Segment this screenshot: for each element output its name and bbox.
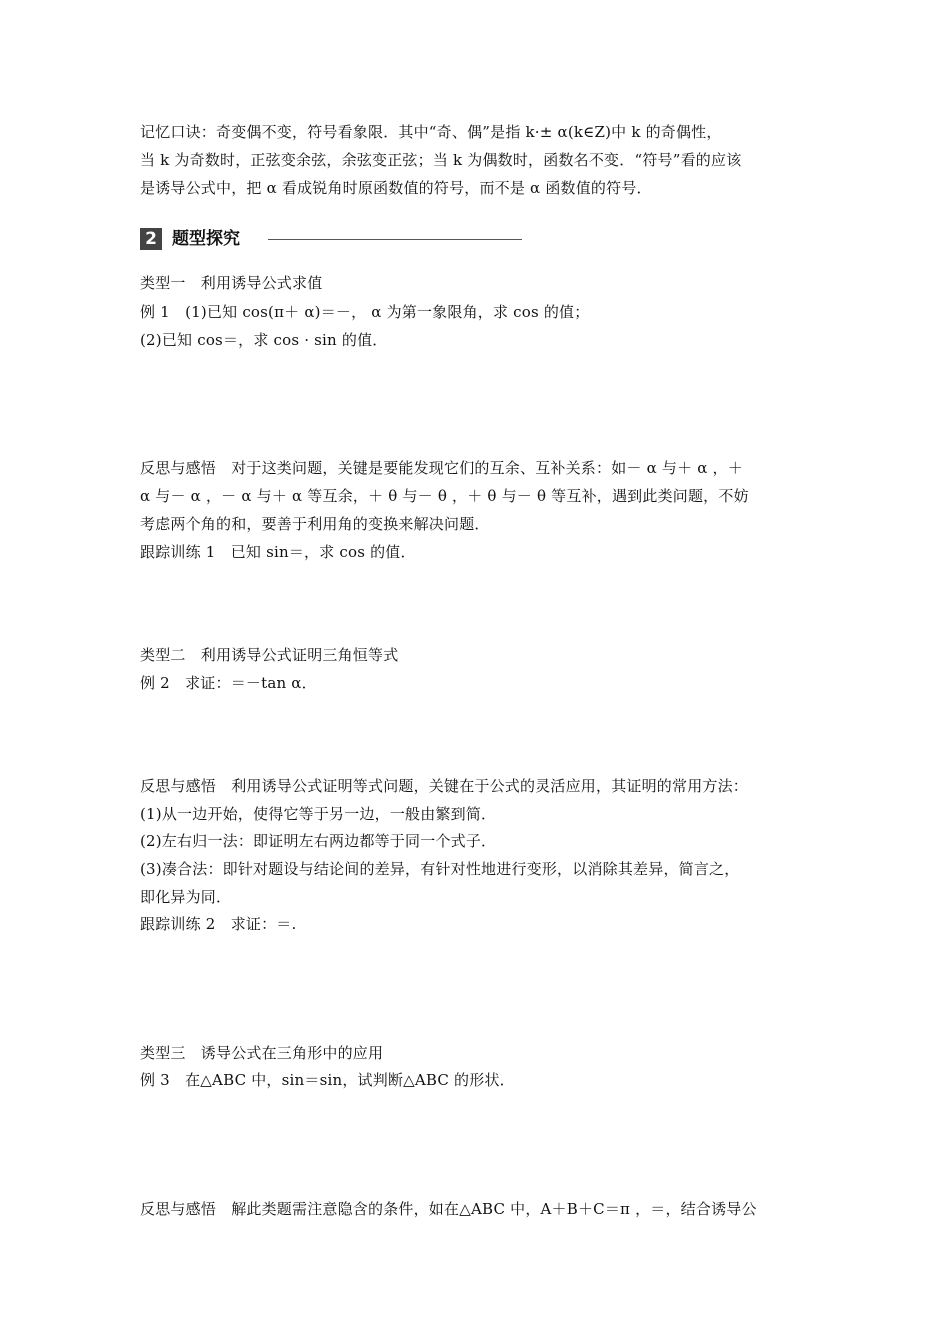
text-line: 即化异为同．	[140, 888, 232, 906]
text-line: 考虑两个角的和，要善于利用角的变换来解决问题．	[140, 515, 490, 533]
text-line: (2)已知 cos＝，求 cos · sin 的值．	[140, 331, 388, 349]
section-header	[140, 228, 522, 252]
section-title: 题型探究	[172, 229, 240, 249]
text-line: 例 3 在△ABC 中，sin＝sin，试判断△ABC 的形状．	[140, 1071, 515, 1089]
text-line: α 与－ α ，－ α 与＋ α 等互余，＋ θ 与－ θ ，＋ θ 与－ θ 等互补，遇到此类问题，不妨	[140, 487, 749, 505]
text-line: 反思与感悟 解此类题需注意隐含的条件，如在△ABC 中，A＋B＋C＝π ，＝，结合诱导公	[140, 1200, 757, 1218]
text-line: 类型二 利用诱导公式证明三角恒等式	[140, 646, 399, 664]
text-line: 类型一 利用诱导公式求值	[140, 274, 323, 292]
section-number-badge: 2	[140, 228, 162, 250]
text-line: (2)左右归一法：即证明左右两边都等于同一个式子．	[140, 832, 497, 850]
text-line: (1)从一边开始，使得它等于另一边，一般由繁到简．	[140, 805, 497, 823]
text-line: (3)凑合法：即针对题设与结论间的差异，有针对性地进行变形，以消除其差异，简言之，	[140, 860, 740, 878]
text-line: 类型三 诱导公式在三角形中的应用	[140, 1044, 384, 1062]
text-line: 跟踪训练 1 已知 sin＝，求 cos 的值．	[140, 543, 416, 561]
text-line: 当 k 为奇数时，正弦变余弦，余弦变正弦；当 k 为偶数时，函数名不变．“符号”看的应该	[140, 151, 742, 169]
text-line: 反思与感悟 对于这类问题，关键是要能发现它们的互余、互补关系：如－ α 与＋ α ，＋	[140, 459, 743, 477]
text-line: 跟踪训练 2 求证：＝.	[140, 915, 297, 933]
text-line: 是诱导公式中，把 α 看成锐角时原函数值的符号，而不是 α 函数值的符号．	[140, 179, 652, 197]
section-divider	[268, 239, 522, 240]
text-line: 例 1 (1)已知 cos(π＋ α)＝－， α 为第一象限角，求 cos 的值；	[140, 303, 590, 321]
text-line: 记忆口诀：奇变偶不变，符号看象限．其中“奇、偶”是指 k·± α(k∈Z)中 k 的奇偶性，	[140, 123, 722, 141]
text-line: 反思与感悟 利用诱导公式证明等式问题，关键在于公式的灵活应用，其证明的常用方法：	[140, 777, 749, 795]
text-line: 例 2 求证：＝－tan α．	[140, 674, 317, 692]
